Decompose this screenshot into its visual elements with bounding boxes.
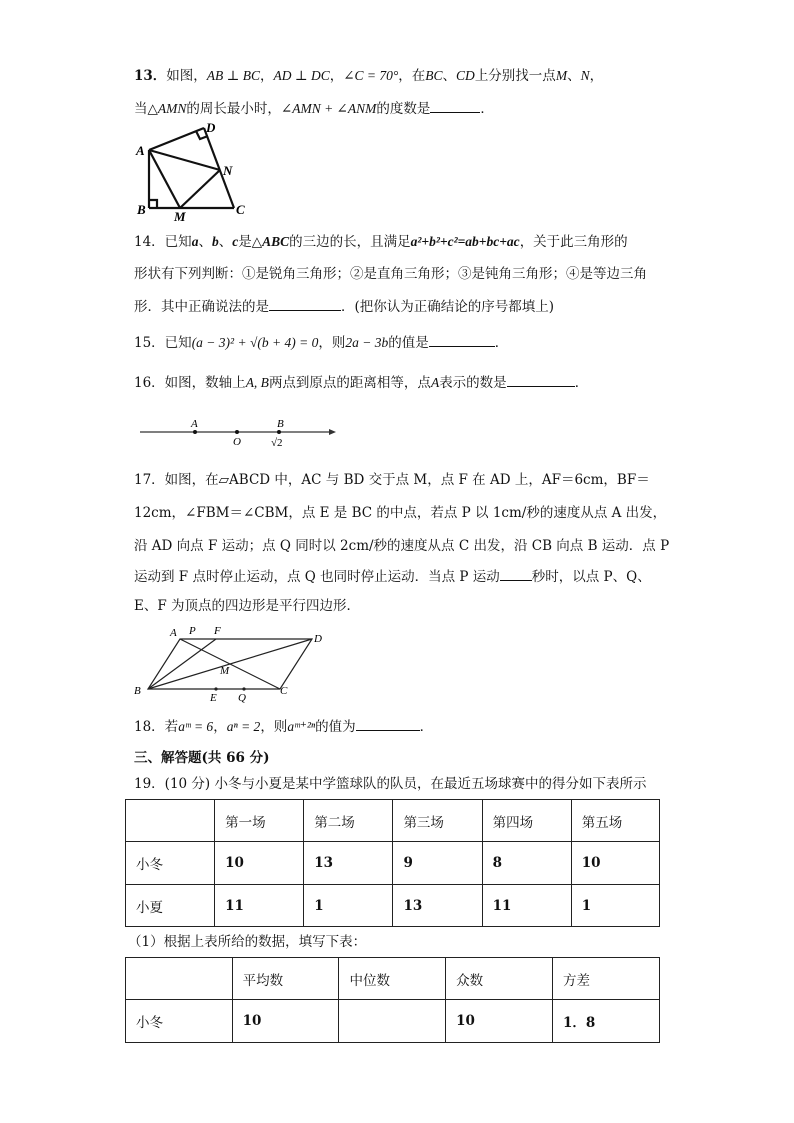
q17-label-a: A	[170, 627, 177, 639]
q19-intro: 19．(10 分) 小冬与小夏是某中学篮球队的队员，在最近五场球赛中的得分如下表所示	[134, 776, 647, 792]
q17-label-p: P	[189, 625, 196, 637]
q18-line: 18．若aᵐ = 6，aⁿ = 2，则aᵐ⁺²ⁿ的值为 ．	[134, 716, 433, 737]
answer-blank[interactable]	[500, 566, 532, 581]
q14-line2: 形状有下列判断：①是锐角三角形；②是直角三角形；③是钝角三角形；④是等边三角	[134, 266, 647, 282]
answer-blank[interactable]	[356, 716, 420, 731]
q16-label-a: A	[191, 418, 198, 430]
q16-number-line-figure	[134, 414, 344, 450]
table-row: 小夏 11 1 13 11 1	[126, 885, 660, 927]
table-row: 小冬 10 10 1．8	[126, 1000, 660, 1043]
q17-label-f: F	[214, 625, 221, 637]
q17-line4: 运动到 F 点时停止运动，点 Q 也同时停止运动．当点 P 运动 秒时，以点 P、Q、	[134, 566, 651, 587]
q13-label-d: D	[206, 120, 216, 135]
q14-line3: 形．其中正确说法的是 ．(把你认为正确结论的序号都填上)	[134, 296, 554, 317]
q17-line5: E、F 为顶点的四边形是平行四边形．	[134, 598, 361, 614]
q17-label-e: E	[210, 692, 217, 704]
q13-label-b: B	[137, 202, 146, 217]
median-answer-cell[interactable]	[339, 1000, 446, 1043]
q16-label-b: B	[277, 418, 284, 430]
q17-line3: 沿 AD 向点 F 运动；点 Q 同时以 2cm/秒的速度从点 C 出发，沿 CB 向点 B 运动．点 P	[134, 538, 670, 554]
table-header-row: 第一场 第二场 第三场 第四场 第五场	[126, 800, 660, 842]
q19-sub1: （1）根据上表所给的数据，填写下表：	[128, 934, 367, 950]
q17-label-m: M	[220, 665, 230, 677]
q13-number: 13．	[134, 68, 167, 84]
q13-figure	[134, 118, 254, 222]
q15-line: 15．已知(a − 3)² + √(b + 4) = 0，则2a − 3b的值是 ．	[134, 332, 508, 353]
q17-label-q: Q	[238, 692, 246, 704]
q17-parallelogram-figure	[134, 622, 334, 704]
answer-blank[interactable]	[430, 98, 480, 113]
arrow-icon	[329, 429, 336, 435]
q13-line2: 当△AMN的周长最小时，∠AMN + ∠ANM的度数是 ．	[134, 98, 494, 119]
q13-label-a: A	[136, 143, 145, 158]
section-heading: 三、解答题(共 66 分)	[134, 750, 270, 766]
q14-line1: 14．已知a、b、c是△ABC的三边的长，且满足a²+b²+c²=ab+bc+ac，关于此三角形的	[134, 234, 628, 250]
table-header-row: 平均数 中位数 众数 方差	[126, 958, 660, 1000]
q17-label-c: C	[280, 685, 288, 697]
answer-blank[interactable]	[507, 372, 575, 387]
q16-label-sqrt2: √2	[271, 437, 283, 449]
answer-blank[interactable]	[429, 332, 495, 347]
q19-statistics-table	[125, 957, 660, 1043]
answer-blank[interactable]	[269, 296, 341, 311]
q17-label-d: D	[314, 633, 322, 645]
q17-line2: 12cm，∠FBM＝∠CBM，点 E 是 BC 的中点，若点 P 以 1cm/秒的速度从点 A 出发，	[134, 505, 667, 521]
q16-line: 16．如图，数轴上A, B两点到原点的距离相等，点A表示的数是 ．	[134, 372, 588, 393]
q19-scores-table	[125, 799, 660, 927]
q17-label-b: B	[134, 685, 141, 697]
q13-label-c: C	[236, 202, 245, 217]
q13-label-n: N	[223, 163, 233, 178]
q16-label-o: O	[233, 436, 241, 448]
table-row: 小冬 10 13 9 8 10	[126, 842, 660, 885]
q13-label-m: M	[174, 209, 186, 222]
q17-line1: 17．如图，在▱ABCD 中，AC 与 BD 交于点 M，点 F 在 AD 上，AF＝6cm，BF＝	[134, 472, 650, 488]
q13-line1: 13．如图，AB ⊥ BC，AD ⊥ DC，∠C = 70°，在BC、CD上分别找一点M、N，	[134, 68, 604, 84]
